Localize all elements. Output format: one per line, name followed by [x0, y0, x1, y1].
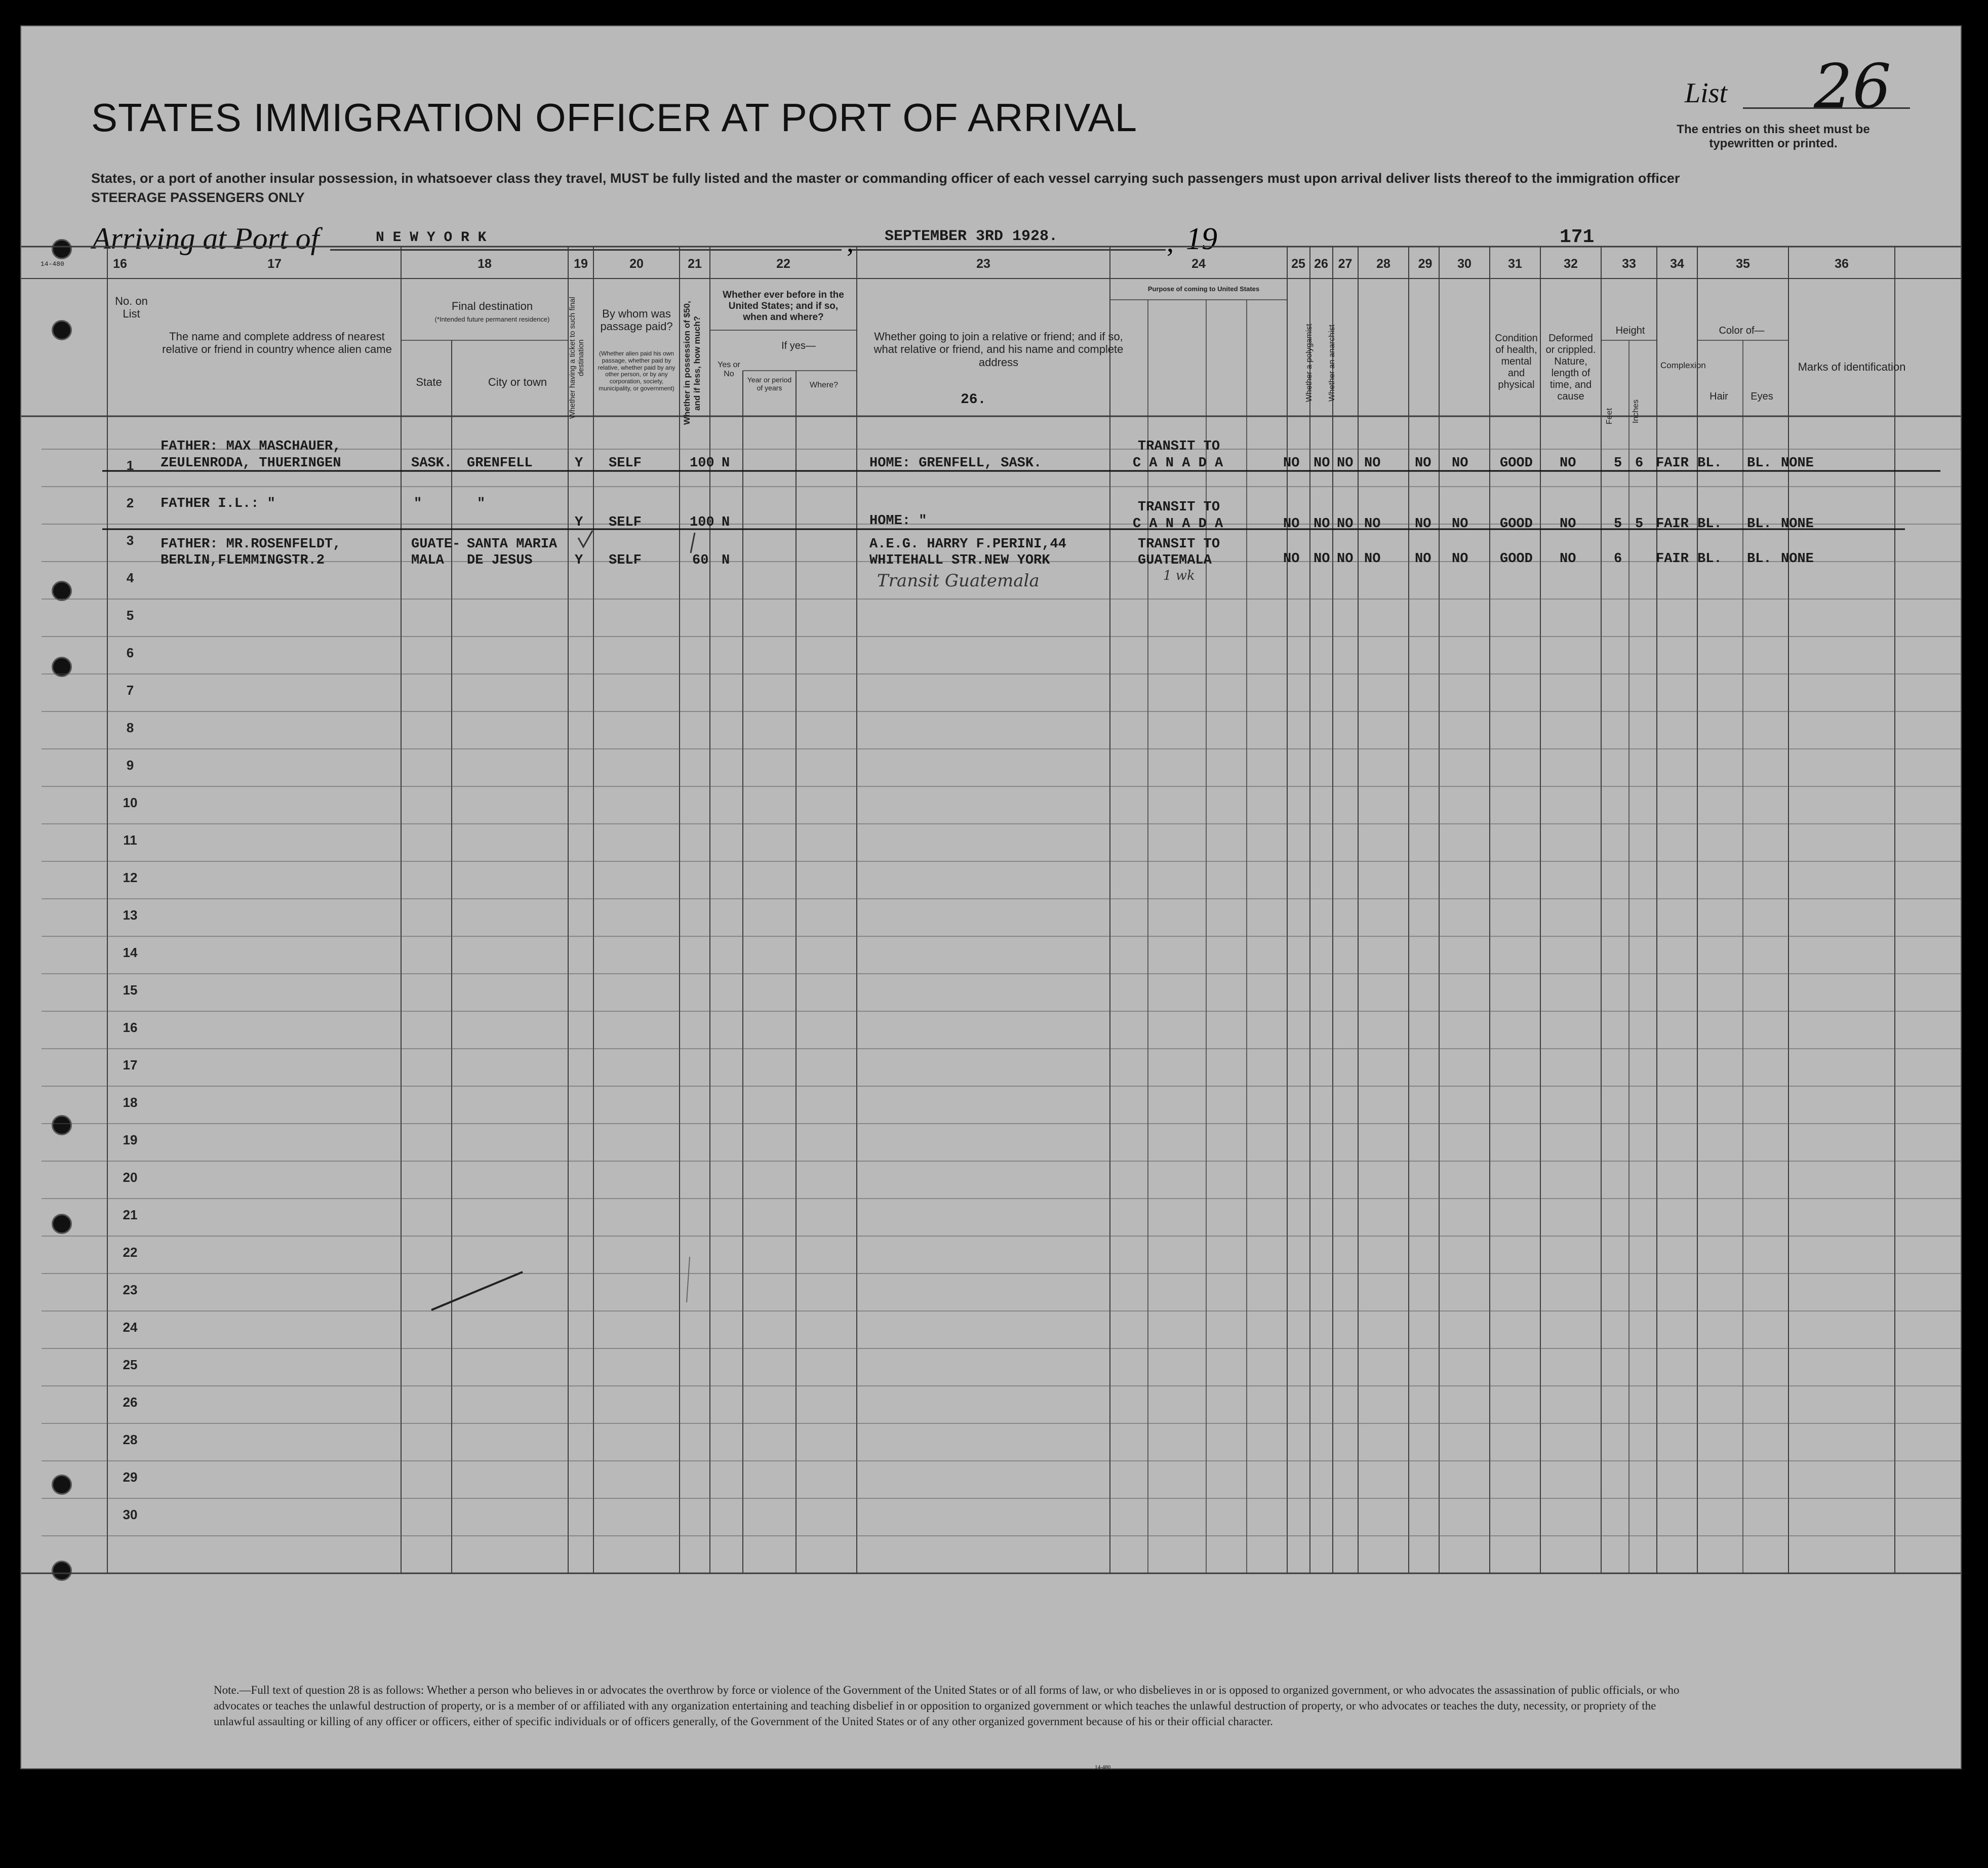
- row1-c30: NO: [1452, 456, 1468, 471]
- header-no-on-list: No. on List: [115, 295, 148, 321]
- header-relative: The name and complete address of nearest relative or friend in country whence alien came: [162, 330, 392, 356]
- row2-deformed: NO: [1560, 516, 1576, 532]
- row-number: 15: [123, 982, 138, 998]
- column-number: 35: [1736, 257, 1750, 271]
- row3-city: SANTA MARIA: [467, 537, 558, 552]
- year-prefix: 19: [1186, 222, 1217, 256]
- row1-c28: NO: [1364, 456, 1381, 471]
- row3-eyes: BL.: [1747, 551, 1772, 567]
- handwritten-transit-note: Transit Guatemala: [877, 571, 1040, 591]
- header-state: State: [416, 376, 442, 388]
- row3-ticket: Y: [575, 553, 583, 568]
- row2-money: 100: [690, 515, 714, 530]
- row2-joining: HOME: ": [869, 513, 927, 529]
- header-passage-note: (Whether alien paid his own passage, whether paid by relative, whether paid by any other person, or by any corporation, society, municipality, or government): [598, 350, 675, 392]
- row2-c30: NO: [1452, 516, 1468, 532]
- row1-hair: BL.: [1697, 456, 1722, 471]
- header-money: Whether in possession of $50, and if less, how much?: [682, 301, 702, 425]
- row3-money: 60: [692, 553, 709, 568]
- row-number: 25: [123, 1357, 138, 1372]
- row1-eyes: BL.: [1747, 456, 1772, 471]
- column-number: 32: [1564, 257, 1578, 271]
- column-number: 16: [113, 257, 127, 271]
- row3-purpose: TRANSIT TO: [1138, 537, 1220, 552]
- row2-hair: BL.: [1697, 516, 1722, 532]
- header-inches: Inches: [1632, 399, 1640, 423]
- row2-inches: 5: [1635, 516, 1644, 532]
- row-number: 12: [123, 870, 138, 885]
- row3-feet: 6: [1614, 551, 1622, 567]
- row-number: 10: [123, 795, 138, 810]
- header-where: Where?: [809, 381, 839, 389]
- row-number: 1: [126, 458, 134, 473]
- column-number: 21: [688, 257, 702, 271]
- row1-c29: NO: [1415, 456, 1432, 471]
- row-number: 4: [126, 570, 134, 585]
- typewritten-instruction: The entries on this sheet must be typewritten or printed.: [1677, 123, 1870, 150]
- page-title: STATES IMMIGRATION OFFICER AT PORT OF ARRIVAL: [91, 95, 1138, 140]
- header-final-destination-note: (*Intended future permanent residence): [434, 315, 550, 323]
- port-value: N E W Y O R K: [376, 230, 487, 246]
- header-yes-no: Yes or No: [718, 361, 740, 379]
- row3-passage: SELF: [609, 553, 642, 568]
- handwritten-duration-note: 1 wk: [1163, 568, 1195, 583]
- row-number: 13: [123, 907, 138, 923]
- column-number: 25: [1291, 257, 1305, 271]
- row-number: 14: [123, 945, 138, 960]
- row-number: 24: [123, 1320, 138, 1335]
- footer-form-code: 14-480: [1095, 1764, 1111, 1770]
- column-number: 34: [1670, 257, 1684, 271]
- row3-marks: NONE: [1781, 551, 1814, 567]
- row-number: 17: [123, 1057, 138, 1072]
- row2-city: ": [477, 496, 486, 511]
- row-number: 20: [123, 1170, 138, 1185]
- row1-purpose-dest: C A N A D A: [1133, 456, 1223, 471]
- header-polygamist: Whether a polygamist: [1305, 324, 1314, 403]
- row2-state: ": [414, 496, 422, 511]
- row1-feet: 5: [1614, 456, 1622, 471]
- column-number: 24: [1191, 257, 1206, 271]
- row3-state-2: MALA: [411, 553, 444, 568]
- row3-joining: A.E.G. HARRY F.PERINI,44: [869, 537, 1066, 552]
- row-number: 9: [126, 758, 134, 773]
- list-label: List: [1685, 77, 1728, 109]
- column-number: 31: [1508, 257, 1522, 271]
- row2-marks: NONE: [1781, 516, 1814, 532]
- row-number: 26: [123, 1395, 138, 1410]
- comma-2: ,: [1167, 227, 1174, 258]
- row2-c25: NO: [1283, 516, 1300, 532]
- header-ticket: Whether having a ticket to such final destination: [568, 297, 585, 419]
- row1-before: N: [722, 456, 730, 471]
- steerage-label: STEERAGE PASSENGERS ONLY: [91, 190, 305, 205]
- row2-ticket: Y: [575, 515, 583, 530]
- row-number: 11: [123, 832, 137, 848]
- row3-relative: FATHER: MR.ROSENFELDT,: [161, 537, 341, 552]
- row-number: 6: [126, 645, 134, 660]
- row3-c25: NO: [1283, 551, 1300, 567]
- header-final-destination: Final destination: [451, 300, 533, 312]
- row3-c28: NO: [1364, 551, 1381, 567]
- row3-health: GOOD: [1500, 551, 1533, 567]
- row3-complexion: FAIR: [1656, 551, 1689, 567]
- row3-deformed: NO: [1560, 551, 1576, 567]
- row3-purpose-dest: GUATEMALA: [1138, 553, 1212, 568]
- manifest-sheet: [20, 25, 1962, 1769]
- row2-c26: NO: [1314, 516, 1330, 532]
- row2-feet: 5: [1614, 516, 1622, 532]
- row1-c27: NO: [1337, 456, 1354, 471]
- row2-health: GOOD: [1500, 516, 1533, 532]
- row-number: 30: [123, 1507, 138, 1522]
- row-number: 18: [123, 1095, 138, 1110]
- row-number: 21: [123, 1207, 138, 1222]
- header-city: City or town: [488, 376, 547, 388]
- list-number: 26: [1814, 52, 1891, 122]
- header-anarchist: Whether an anarchist: [1328, 324, 1336, 402]
- row1-health: GOOD: [1500, 456, 1533, 471]
- column-number: 26: [1314, 257, 1328, 271]
- page-number: 171: [1560, 226, 1595, 248]
- column-number: 27: [1338, 257, 1353, 271]
- row1-marks: NONE: [1781, 456, 1814, 471]
- row1-joining: HOME: GRENFELL, SASK.: [869, 456, 1042, 471]
- row3-city-2: DE JESUS: [467, 553, 533, 568]
- row-number: 29: [123, 1469, 138, 1485]
- row1-passage: SELF: [609, 456, 642, 471]
- footnote-question-28: Note.—Full text of question 28 is as follows: Whether a person who believes in or advocates the overthrow by force or violence of the Government of the United States or of all forms of law, or who disbelieves in or is opposed to organized government, or who advocates the assassination of public officials, or who advocates or teaches the unlawful destruction of property, or is a member of or affiliated with any organization entertaining and teaching disbelief in or opposition to organized government or which teaches the unlawful destruction of property, or who advocates or teaches the duty, necessity, or propriety of the unlawful assaulting or killing of any officer or officers, either of specific individuals or of officers generally, of the Government of the United States or of any other organized government because of his or their official character.: [214, 1684, 1680, 1728]
- column-number: 23: [976, 257, 990, 271]
- header-joining: Whether going to join a relative or friend; and if so, what relative or friend, and his name and complete address: [873, 330, 1124, 369]
- column-number: 33: [1622, 257, 1636, 271]
- row1-relative: FATHER: MAX MASCHAUER,: [161, 439, 341, 454]
- row1-state: SASK.: [411, 456, 453, 471]
- col23-note: 26.: [961, 392, 986, 408]
- row1-ticket: Y: [575, 456, 583, 471]
- column-number: 22: [776, 257, 790, 271]
- row-number: 3: [126, 533, 134, 548]
- row3-hair: BL.: [1697, 551, 1722, 567]
- header-hair: Hair: [1709, 391, 1728, 402]
- row-number: 19: [123, 1132, 138, 1147]
- row-number: 7: [126, 683, 134, 698]
- row3-c30: NO: [1452, 551, 1468, 567]
- row1-purpose: TRANSIT TO: [1138, 439, 1220, 454]
- row1-money: 100: [690, 456, 714, 471]
- header-eyes: Eyes: [1751, 391, 1773, 402]
- row-number: 22: [123, 1245, 138, 1260]
- row3-c27: NO: [1337, 551, 1354, 567]
- row2-before: N: [722, 515, 730, 530]
- column-number: 17: [267, 257, 282, 271]
- comma-1: ,: [847, 227, 854, 258]
- row1-c26: NO: [1314, 456, 1330, 471]
- row1-inches: 6: [1635, 456, 1644, 471]
- handwritten-marks: [21, 26, 1961, 1768]
- row2-purpose-dest: C A N A D A: [1133, 516, 1223, 532]
- header-deformed: Deformed or crippled. Nature, length of time, and cause: [1545, 333, 1596, 402]
- row3-c26: NO: [1314, 551, 1330, 567]
- row2-eyes: BL.: [1747, 516, 1772, 532]
- row2-relative: FATHER I.L.: ": [161, 496, 275, 511]
- row3-joining-2: WHITEHALL STR.NEW YORK: [869, 553, 1050, 568]
- header-health: Condition of health, mental and physical: [1495, 333, 1538, 390]
- row3-state: GUATE-: [411, 537, 461, 552]
- row-number: 28: [123, 1432, 138, 1447]
- column-number: 30: [1457, 257, 1472, 271]
- header-purpose: Purpose of coming to United States: [1147, 285, 1260, 293]
- column-number: 29: [1418, 257, 1433, 271]
- row2-c28: NO: [1364, 516, 1381, 532]
- column-number: 28: [1376, 257, 1390, 271]
- header-passage: By whom was passage paid?: [600, 307, 673, 333]
- column-number: 19: [574, 257, 588, 271]
- row3-before: N: [722, 553, 730, 568]
- subtitle: States, or a port of another insular possession, in whatsoever class they travel, MUST be fully listed and the master or commanding officer of each vessel carrying such passengers must upon arrival deliver lists thereof to the immigration officer: [91, 171, 1680, 186]
- row-number: 16: [123, 1020, 138, 1035]
- row2-c27: NO: [1337, 516, 1354, 532]
- row-number: 8: [126, 720, 134, 735]
- row-number: 5: [126, 608, 134, 623]
- form-code: 14-480: [41, 260, 64, 268]
- row1-city: GRENFELL: [467, 456, 533, 471]
- column-number: 20: [629, 257, 644, 271]
- row2-purpose: TRANSIT TO: [1138, 500, 1220, 515]
- header-before: Whether ever before in the United States; and if so, when and where?: [723, 290, 844, 323]
- row1-c25: NO: [1283, 456, 1300, 471]
- row-number: 2: [126, 495, 134, 510]
- column-number: 18: [478, 257, 492, 271]
- column-number: 36: [1835, 257, 1849, 271]
- row1-deformed: NO: [1560, 456, 1576, 471]
- row2-complexion: FAIR: [1656, 516, 1689, 532]
- header-height: Height: [1615, 325, 1645, 336]
- row2-c29: NO: [1415, 516, 1432, 532]
- header-if-yes: If yes—: [781, 340, 816, 351]
- row3-relative-address: BERLIN,FLEMMINGSTR.2: [161, 553, 325, 568]
- row1-complexion: FAIR: [1656, 456, 1689, 471]
- row1-relative-address: ZEULENRODA, THUERINGEN: [161, 456, 341, 471]
- header-feet: Feet: [1605, 408, 1614, 425]
- arrival-date: SEPTEMBER 3RD 1928.: [885, 228, 1058, 245]
- header-color: Color of—: [1719, 325, 1765, 336]
- header-marks: Marks of identification: [1798, 361, 1906, 373]
- arriving-label: Arriving at Port of: [92, 222, 320, 255]
- header-complexion: Complexion: [1660, 361, 1706, 370]
- header-period: Year or period of years: [747, 376, 792, 392]
- row2-passage: SELF: [609, 515, 642, 530]
- row-number: 23: [123, 1282, 138, 1297]
- row3-c29: NO: [1415, 551, 1432, 567]
